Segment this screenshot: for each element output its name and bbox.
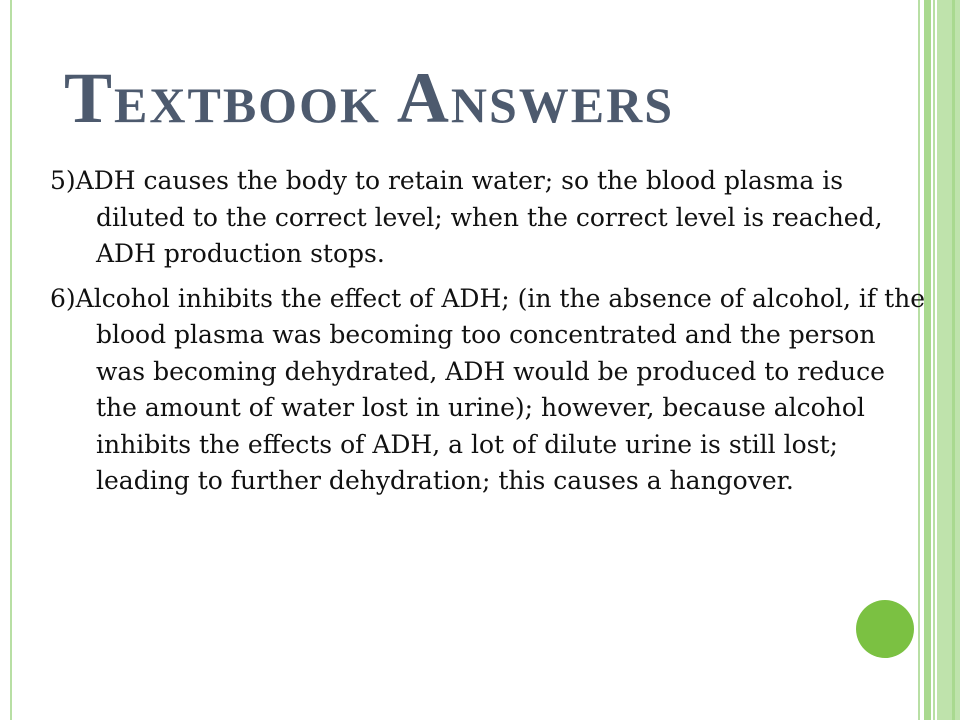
- slide-body: [50, 163, 930, 508]
- answer-5: 5)ADH causes the body to retain water; so the blood plasma is diluted to the correct level; when the correct level is reached, ADH production stops.: [50, 166, 883, 268]
- slide-title: Textbook Answers: [64, 58, 675, 138]
- right-stripe: [933, 0, 935, 720]
- left-frame-line: [10, 0, 12, 720]
- answer-6: 6)Alcohol inhibits the effect of ADH; (in the absence of alcohol, if the blood plasma was becoming too concentrated and the person was becoming dehydrated, ADH would be produced to reduce the amount of water lost in urine); however, because alcohol inhibits the effects of ADH, a lot of dilute urine is still lost; leading to further dehydration; this causes a hangover.: [50, 283, 926, 495]
- right-stripe: [952, 0, 955, 720]
- right-stripe: [937, 0, 960, 720]
- green-circle-decoration: [856, 600, 914, 658]
